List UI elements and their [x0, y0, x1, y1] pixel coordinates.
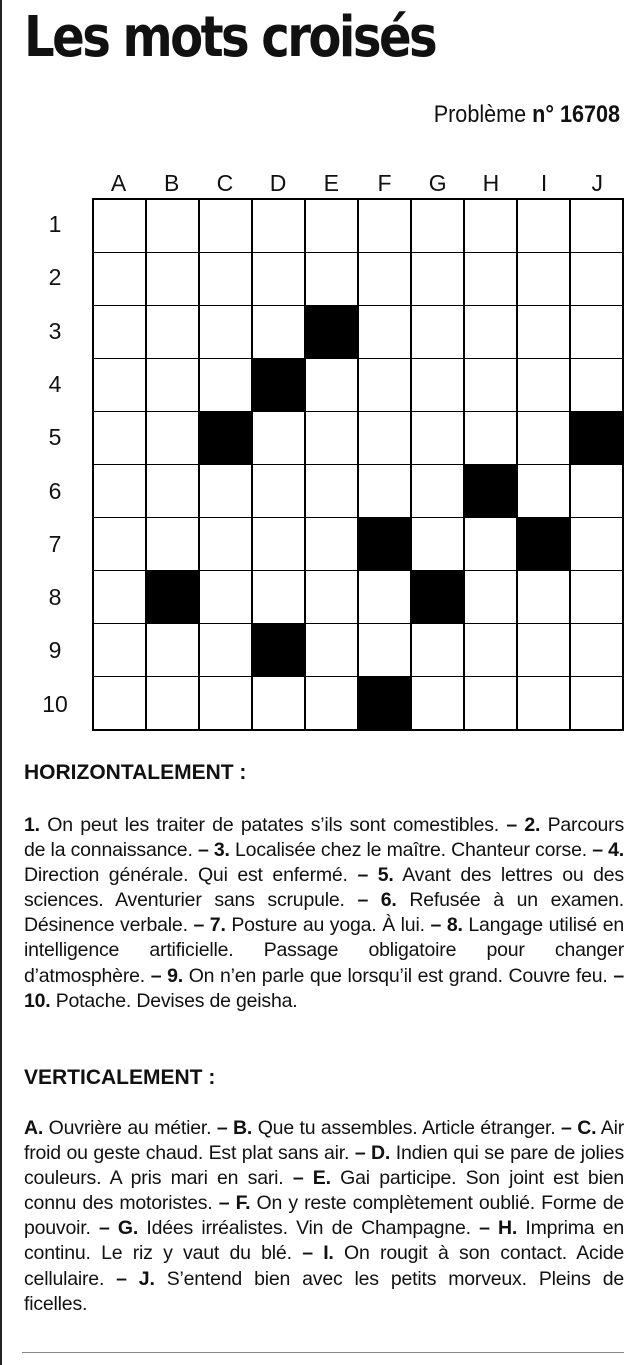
left-rule [0, 0, 2, 1365]
cell-h10[interactable] [465, 677, 516, 729]
clue-text: On n’en parle que lorsqu’il est grand. Couvre feu. [188, 964, 608, 987]
cell-b6[interactable] [147, 465, 198, 517]
column-label-f: F [377, 170, 392, 196]
clue-text: Langage utilisé en intelligence artificielle. Passage obligatoire pour changer d’atmosphère. [24, 914, 624, 987]
cell-i4[interactable] [518, 359, 569, 411]
cell-g5[interactable] [412, 412, 463, 464]
clue-number: – 6. [357, 889, 397, 912]
column-label-h: H [482, 170, 500, 196]
row-label-7: 7 [48, 530, 62, 557]
black-cell-i7 [518, 518, 569, 570]
clue-number: – H. [479, 1217, 518, 1240]
cell-i6[interactable] [518, 465, 569, 517]
column-label-d: D [269, 170, 287, 196]
cell-i1[interactable] [518, 200, 569, 252]
cell-g9[interactable] [412, 624, 463, 676]
cell-h1[interactable] [465, 200, 516, 252]
clue-text: Posture au yoga. À lui. [231, 914, 425, 937]
cell-e8[interactable] [306, 571, 357, 623]
row-label-8: 8 [48, 584, 62, 611]
black-cell-f7 [359, 518, 410, 570]
row-label-6: 6 [48, 477, 62, 504]
cell-d6[interactable] [253, 465, 304, 517]
problem-prefix: Problème [433, 101, 527, 128]
column-label-a: A [110, 170, 127, 196]
cell-g7[interactable] [412, 518, 463, 570]
cell-g10[interactable] [412, 677, 463, 729]
cell-d1[interactable] [253, 200, 304, 252]
clue-text: Que tu assembles. Article étranger. [257, 1117, 556, 1139]
clue-text: Direction générale. Qui est enfermé. [24, 864, 348, 887]
cell-e4[interactable] [306, 359, 357, 411]
cell-h5[interactable] [465, 412, 516, 464]
cell-a4[interactable] [94, 359, 145, 411]
clue-text: Air froid ou geste chaud. Est plat sans air. [24, 1117, 625, 1165]
clue-text: Gai participe. Son joint est bien connu des motoristes. [24, 1167, 624, 1215]
cell-f5[interactable] [359, 412, 410, 464]
cell-d3[interactable] [253, 306, 304, 358]
cell-b7[interactable] [147, 518, 198, 570]
cell-b9[interactable] [147, 624, 198, 676]
clue-text: Localisée chez le maître. Chanteur corse. [235, 839, 587, 862]
black-cell-d9 [253, 624, 304, 676]
cell-d10[interactable] [253, 677, 304, 729]
clue-text: On peut les traiter de patates s’ils sont comestibles. [47, 814, 499, 836]
black-cell-h6 [465, 465, 516, 517]
clue-number: – D. [354, 1142, 391, 1165]
page-title: Les mots croisés [24, 5, 436, 70]
clue-text: Indien qui se pare de jolies couleurs. A pris mari en sari. [24, 1142, 624, 1190]
cell-a3[interactable] [94, 306, 145, 358]
black-cell-b8 [147, 571, 198, 623]
cell-g4[interactable] [412, 359, 463, 411]
cell-f3[interactable] [359, 306, 410, 358]
cell-j9[interactable] [571, 624, 622, 676]
black-cell-c5 [200, 412, 251, 464]
vertical-heading: VERTICALEMENT : [24, 1066, 216, 1089]
clue-number: 1. [24, 814, 40, 836]
black-cell-d4 [253, 359, 304, 411]
black-cell-f10 [359, 677, 410, 729]
clue-number: – I. [302, 1242, 334, 1265]
cell-h8[interactable] [465, 571, 516, 623]
clue-number: – F. [218, 1192, 251, 1215]
clue-text: On y reste complètement oublié. Forme de pouvoir. [24, 1192, 624, 1240]
clue-text: Potache. Devises de geisha. [55, 989, 298, 1012]
clue-number: – 4. [592, 839, 625, 862]
cell-b3[interactable] [147, 306, 198, 358]
cell-c7[interactable] [200, 518, 251, 570]
cell-g3[interactable] [412, 306, 463, 358]
row-label-4: 4 [48, 370, 62, 397]
column-label-b: B [164, 170, 180, 196]
horizontal-heading: HORIZONTALEMENT : [24, 761, 247, 784]
cell-c3[interactable] [200, 306, 251, 358]
crossword-grid [92, 198, 624, 731]
cell-j3[interactable] [571, 306, 622, 358]
cell-d5[interactable] [253, 412, 304, 464]
cell-a2[interactable] [94, 253, 145, 305]
cell-e1[interactable] [306, 200, 357, 252]
clue-text: Parcours de la connaissance. [24, 814, 625, 862]
cell-b2[interactable] [147, 253, 198, 305]
column-label-c: C [216, 170, 234, 196]
clue-number: – 7. [193, 914, 226, 937]
clue-text: Idées irréalistes. Vin de Champagne. [146, 1217, 471, 1240]
black-cell-j5 [571, 412, 622, 464]
cell-e6[interactable] [306, 465, 357, 517]
cell-e9[interactable] [306, 624, 357, 676]
clue-number: – 8. [430, 914, 463, 937]
clue-number: – 2. [506, 814, 541, 836]
cell-d7[interactable] [253, 518, 304, 570]
cell-c9[interactable] [200, 624, 251, 676]
cell-c1[interactable] [200, 200, 251, 252]
cell-b10[interactable] [147, 677, 198, 729]
clue-text: Ouvrière au métier. [48, 1117, 212, 1139]
clue-number: – 10. [24, 964, 625, 1012]
cell-h7[interactable] [465, 518, 516, 570]
row-label-3: 3 [48, 317, 62, 344]
cell-c10[interactable] [200, 677, 251, 729]
clue-text: Refusée à un examen. Désinence verbale. [24, 889, 624, 937]
cell-j10[interactable] [571, 677, 622, 729]
cell-d8[interactable] [253, 571, 304, 623]
cell-i2[interactable] [518, 253, 569, 305]
column-label-j: J [591, 170, 604, 196]
cell-i5[interactable] [518, 412, 569, 464]
cell-b4[interactable] [147, 359, 198, 411]
cell-a10[interactable] [94, 677, 145, 729]
cell-a1[interactable] [94, 200, 145, 252]
cell-g2[interactable] [412, 253, 463, 305]
cell-i8[interactable] [518, 571, 569, 623]
clue-number: A. [24, 1117, 44, 1139]
cell-f9[interactable] [359, 624, 410, 676]
clue-number: – 3. [197, 839, 230, 862]
cell-f6[interactable] [359, 465, 410, 517]
black-cell-g8 [412, 571, 463, 623]
cell-i9[interactable] [518, 624, 569, 676]
cell-c4[interactable] [200, 359, 251, 411]
cell-e5[interactable] [306, 412, 357, 464]
cell-e10[interactable] [306, 677, 357, 729]
cell-j8[interactable] [571, 571, 622, 623]
cell-g6[interactable] [412, 465, 463, 517]
cell-h3[interactable] [465, 306, 516, 358]
cell-a5[interactable] [94, 412, 145, 464]
cell-f1[interactable] [359, 200, 410, 252]
problem-number-value: n° 16708 [532, 101, 620, 128]
cell-h4[interactable] [465, 359, 516, 411]
cell-d2[interactable] [253, 253, 304, 305]
cell-e7[interactable] [306, 518, 357, 570]
clue-text: S’entend bien avec les petits morveux. Pleins de ficelles. [24, 1267, 625, 1315]
clue-text: Avant des lettres ou des sciences. Aventurier sans scrupule. [24, 864, 624, 912]
row-label-2: 2 [48, 264, 62, 291]
cell-a9[interactable] [94, 624, 145, 676]
horizontal-clues [24, 813, 624, 1014]
cell-f2[interactable] [359, 253, 410, 305]
cell-j1[interactable] [571, 200, 622, 252]
cell-f4[interactable] [359, 359, 410, 411]
column-label-e: E [323, 170, 339, 196]
cell-b1[interactable] [147, 200, 198, 252]
clue-number: – B. [216, 1117, 253, 1139]
cell-b5[interactable] [147, 412, 198, 464]
cell-c2[interactable] [200, 253, 251, 305]
cell-h9[interactable] [465, 624, 516, 676]
clue-number: – E. [292, 1167, 331, 1190]
row-label-9: 9 [48, 637, 62, 664]
row-labels [30, 198, 80, 731]
cell-a7[interactable] [94, 518, 145, 570]
black-cell-e3 [306, 306, 357, 358]
clue-number: – J. [116, 1267, 155, 1290]
cell-a6[interactable] [94, 465, 145, 517]
cell-a8[interactable] [94, 571, 145, 623]
vertical-clues [24, 1116, 624, 1317]
bottom-rule [22, 1352, 624, 1353]
row-label-1: 1 [48, 211, 62, 237]
column-labels [92, 170, 624, 198]
clue-number: – 9. [150, 964, 183, 987]
clue-number: – G. [98, 1217, 139, 1240]
row-label-5: 5 [48, 424, 62, 451]
clue-number: – 5. [357, 864, 394, 887]
cell-i3[interactable] [518, 306, 569, 358]
cell-f8[interactable] [359, 571, 410, 623]
row-label-10: 10 [42, 690, 68, 717]
problem-number [434, 101, 620, 129]
clue-number: – C. [561, 1117, 597, 1139]
cell-j7[interactable] [571, 518, 622, 570]
column-label-g: G [428, 170, 447, 196]
cell-e2[interactable] [306, 253, 357, 305]
clue-text: On rougit à son contact. Acide cellulaire. [24, 1242, 625, 1290]
cell-c6[interactable] [200, 465, 251, 517]
clue-text: Imprima en continu. Le riz y vaut du blé. [24, 1217, 625, 1265]
cell-c8[interactable] [200, 571, 251, 623]
cell-j6[interactable] [571, 465, 622, 517]
cell-h2[interactable] [465, 253, 516, 305]
cell-j2[interactable] [571, 253, 622, 305]
cell-g1[interactable] [412, 200, 463, 252]
cell-i10[interactable] [518, 677, 569, 729]
cell-j4[interactable] [571, 359, 622, 411]
column-label-i: I [540, 170, 548, 196]
